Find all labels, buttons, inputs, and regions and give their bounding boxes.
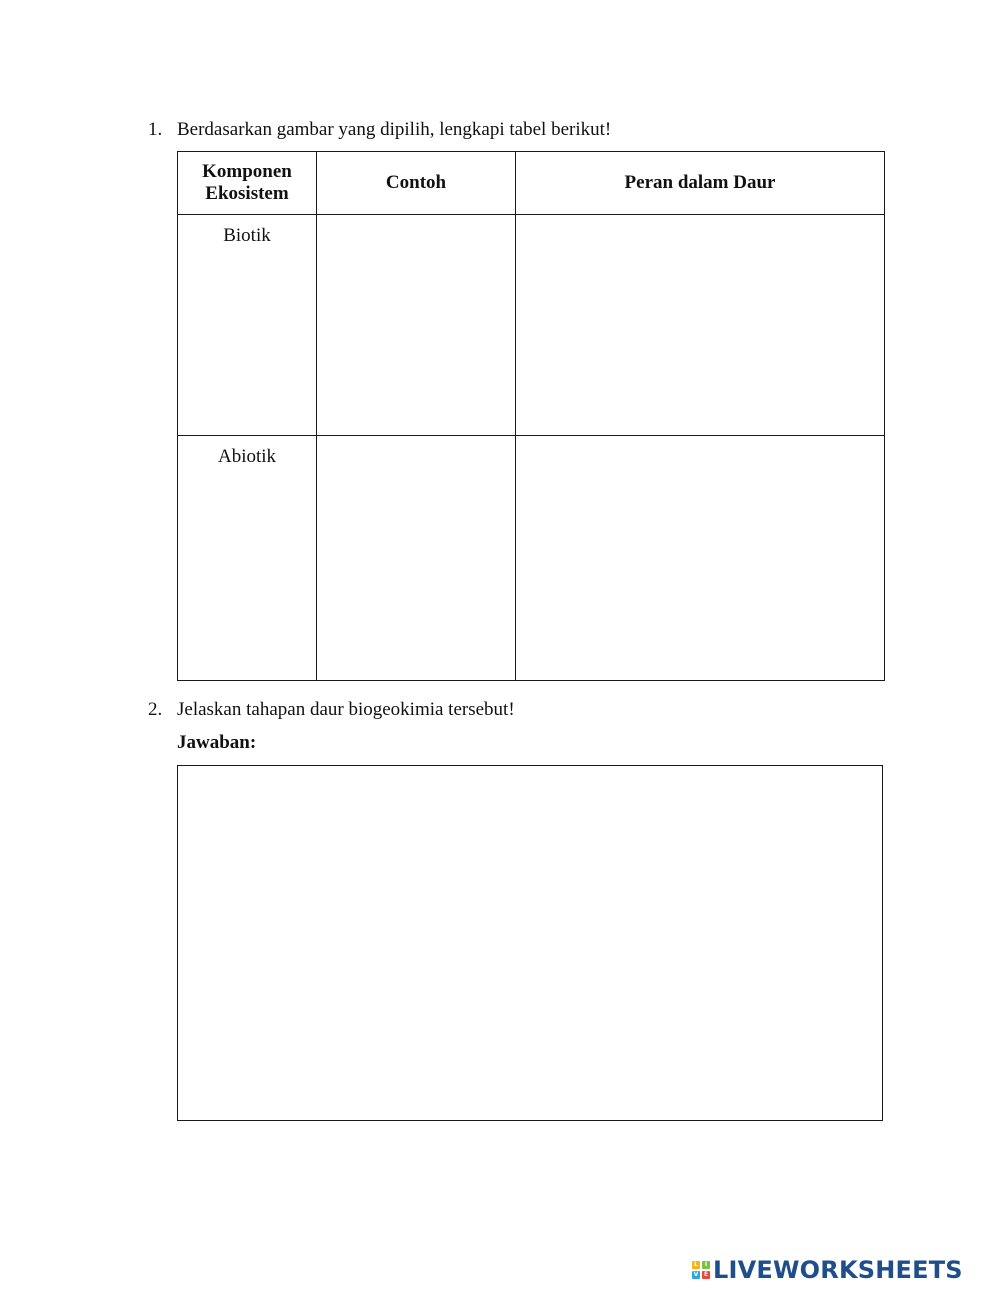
cell-abiotik-contoh[interactable] bbox=[317, 436, 516, 681]
answer-box[interactable] bbox=[177, 765, 883, 1121]
cell-abiotik-peran[interactable] bbox=[516, 436, 885, 681]
row-label-biotik: Biotik bbox=[178, 215, 317, 436]
logo-square-l: L bbox=[692, 1261, 700, 1269]
row-label-abiotik: Abiotik bbox=[178, 436, 317, 681]
question-2-text: Jelaskan tahapan daur biogeokimia tersebut! bbox=[177, 699, 515, 720]
table-row-abiotik bbox=[178, 436, 885, 681]
logo-text: LIVEWORKSHEETS bbox=[713, 1256, 963, 1284]
question-1-text: Berdasarkan gambar yang dipilih, lengkapi tabel berikut! bbox=[177, 119, 612, 140]
logo-square-i: I bbox=[702, 1261, 710, 1269]
header-komponen-ekosistem: Komponen Ekosistem bbox=[178, 152, 317, 215]
cell-biotik-contoh[interactable] bbox=[317, 215, 516, 436]
logo-square-e: E bbox=[703, 1271, 709, 1278]
header-contoh: Contoh bbox=[317, 152, 516, 215]
logo-grid-icon bbox=[692, 1261, 710, 1279]
header-peran-dalam-daur: Peran dalam Daur bbox=[516, 152, 885, 215]
cell-biotik-peran[interactable] bbox=[516, 215, 885, 436]
question-1-number: 1. bbox=[148, 119, 163, 140]
logo-square-v: V bbox=[693, 1271, 699, 1278]
table-row-biotik bbox=[178, 215, 885, 436]
question-2-number: 2. bbox=[148, 699, 163, 720]
table-header-row bbox=[178, 152, 885, 215]
ecosystem-table bbox=[177, 151, 885, 681]
answer-label: Jawaban: bbox=[177, 732, 257, 753]
liveworksheets-logo bbox=[692, 1256, 963, 1284]
